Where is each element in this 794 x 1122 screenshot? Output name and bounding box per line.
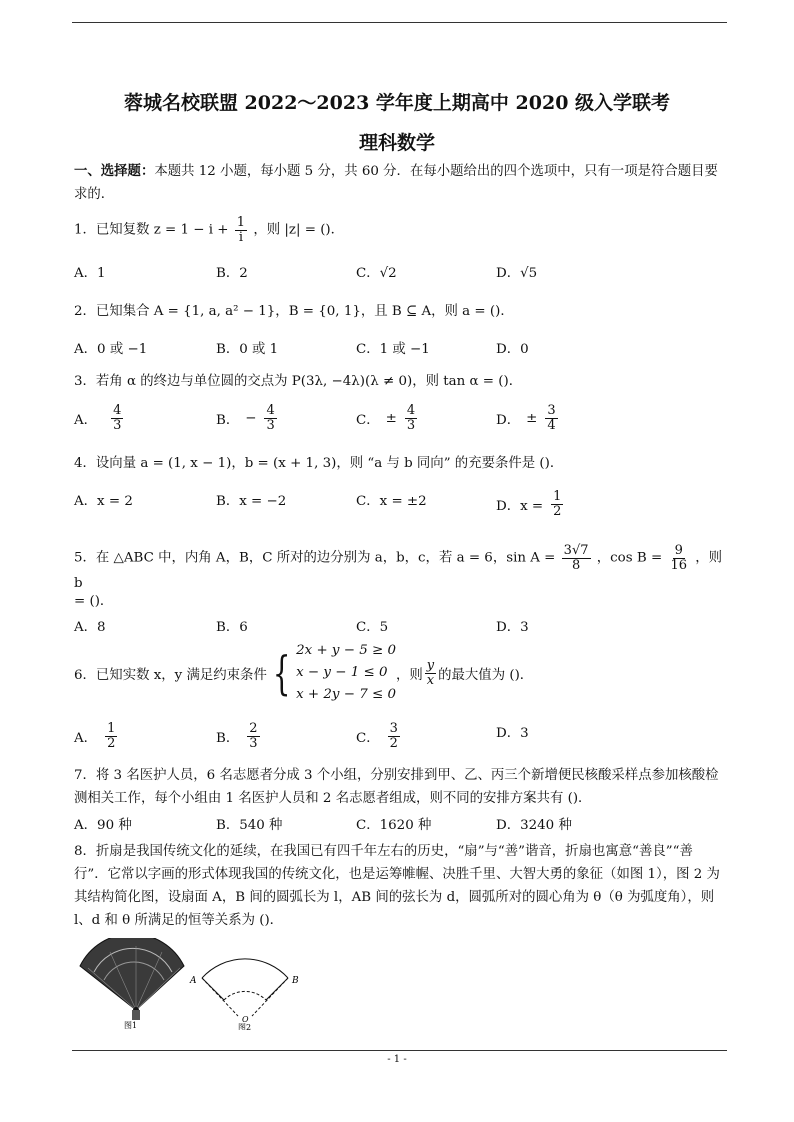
- fan-figure-svg: [74, 938, 324, 1030]
- q3-option-d: [496, 404, 560, 432]
- q7-option-a: A．90 种: [74, 818, 132, 833]
- q3-b-den: 3: [266, 417, 275, 433]
- page-title: 蓉城名校联盟 2022～2023 学年度上期高中 2020 级入学联考: [123, 92, 671, 114]
- q5-frac1-den: 8: [571, 557, 581, 573]
- q1-stem-post: ，则 |z| = ()．: [253, 222, 345, 238]
- q6-frac-num: y: [426, 657, 435, 673]
- q3-b-label: B．: [216, 412, 240, 428]
- q1-option-c: C．√2: [356, 266, 397, 281]
- q6-constraint-3: x + 2y − 7 ≤ 0: [296, 687, 396, 702]
- q6-option-c: [356, 722, 402, 750]
- section-instructions: [74, 160, 724, 206]
- q6-option-a: [74, 722, 119, 750]
- question-6: [74, 640, 724, 706]
- q6-a-num: 1: [107, 721, 116, 736]
- question-2: 2．已知集合 A = {1, a, a² − 1}，B = {0, 1}，且 B ⊆ A，则 a = ()．: [74, 304, 514, 319]
- q3-c-sign: ±: [385, 410, 397, 426]
- q6-stem-post: 的最大值为 ()．: [438, 667, 534, 683]
- q2-option-a: A．0 或 −1: [74, 342, 148, 357]
- figure-2-label: 图2: [238, 1023, 252, 1030]
- q7-option-b: B．540 种: [216, 818, 283, 833]
- page-number: - 1 -: [387, 1054, 407, 1065]
- q6-a-label: A．: [74, 730, 98, 746]
- q4-option-b: B．x = −2: [216, 494, 287, 509]
- q5-frac1-num: 3√7: [563, 543, 589, 558]
- q6-c-label: C．: [356, 730, 380, 746]
- q6-constraint-1: 2x + y − 5 ≥ 0: [296, 643, 396, 658]
- q5-option-b: B．6: [216, 620, 248, 635]
- q4-options: [74, 490, 724, 530]
- point-b-label: B: [292, 976, 299, 986]
- q3-d-label: D．: [496, 412, 521, 428]
- q6-mid: ，则: [396, 667, 423, 683]
- q3-b-frac: [264, 404, 276, 432]
- q1-frac-den: i: [238, 229, 244, 245]
- q1-option-b: B．2: [216, 266, 248, 281]
- q3-b-num: 4: [266, 403, 275, 418]
- q3-d-num: 3: [547, 403, 556, 418]
- q1-option-a: A．1: [74, 266, 106, 281]
- q6-c-num: 3: [389, 721, 398, 736]
- q3-c-num: 4: [406, 403, 416, 418]
- q3-c-den: 3: [406, 417, 416, 433]
- q1-stem-pre: 1．已知复数 z = 1 − i +: [74, 222, 229, 238]
- q3-c-frac: [405, 404, 417, 432]
- q1-options: [74, 262, 724, 292]
- q2-option-b: B．0 或 1: [216, 342, 279, 357]
- question-5: [74, 544, 724, 595]
- q6-a-den: 2: [107, 735, 116, 751]
- q2-options: [74, 338, 724, 368]
- q6-option-b: [216, 722, 262, 750]
- q5-frac2-den: 16: [670, 557, 687, 573]
- point-o-label: O: [242, 1015, 249, 1024]
- question-4: 4．设向量 a = (1, x − 1)，b = (x + 1, 3)，则 “a 与 b 同向” 的充要条件是 ()．: [74, 456, 564, 471]
- top-rule: [72, 22, 727, 23]
- q6-b-den: 3: [249, 735, 258, 751]
- q4-option-c: C．x = ±2: [356, 494, 427, 509]
- q5-stem-post: ，则 b: [74, 550, 723, 592]
- fan-photo: [80, 938, 184, 1020]
- q1-fraction: [235, 216, 247, 244]
- q3-a-den: 3: [113, 417, 122, 433]
- section-heading: 一、选择题：: [74, 163, 155, 179]
- q3-option-a: [74, 404, 125, 432]
- q4-option-d: [496, 490, 565, 518]
- fan-diagram: [202, 959, 288, 1016]
- q3-d-sign: ±: [526, 410, 538, 426]
- q4-d-den: 2: [553, 503, 562, 519]
- q4-option-a: A．x = 2: [74, 494, 133, 509]
- q5-option-c: C．5: [356, 620, 389, 635]
- q6-frac-den: x: [426, 672, 435, 688]
- q6-options: [74, 722, 724, 762]
- question-7: 7．将 3 名医护人员，6 名志愿者分成 3 个小组，分别安排到甲、乙、丙三个新增便民核酸采样点参加核酸检测相关工作，每个小组由 1 名医护人员和 2 名志愿者组成，则不同的安排方案共有 ()．: [74, 768, 719, 806]
- q6-c-den: 2: [389, 735, 398, 751]
- q5-mid: ，cos B =: [596, 550, 663, 566]
- q6-b-num: 2: [249, 721, 258, 736]
- q5-stem-pre: 5．在 △ABC 中，内角 A，B，C 所对的边分别为 a，b，c，若 a = 6，sin A =: [74, 550, 556, 566]
- q6-constraint-2: x − y − 1 ≤ 0: [296, 665, 388, 680]
- q6-stem-pre: 6．已知实数 x，y 满足约束条件: [74, 667, 267, 683]
- figure-1-label: 图1: [124, 1021, 138, 1030]
- q1-option-d: D．√5: [496, 266, 538, 281]
- q3-d-den: 4: [547, 417, 556, 433]
- q6-option-d: D．3: [496, 726, 529, 741]
- question-8: 8．折扇是我国传统文化的延续，在我国已有四千年左右的历史，“扇”与“善”谐音，折扇也寓意“善良”“善行”．它常以字画的形式体现我国的传统文化，也是运筹帷幄、决胜千里、大智大勇的象征（如图 1），图 2 为其结构简化图，设扇面 A，B 间的圆弧长为 l，AB 间的弦长为 d，圆弧所对的圆心角为 θ（θ 为弧度角），则 l、d 和 θ 所满足的恒等关系为 ()．: [74, 844, 720, 928]
- point-a-label: A: [190, 976, 197, 986]
- q6-constraint-system: [267, 640, 396, 706]
- q6-brace: {: [272, 646, 291, 700]
- q5-option-a: A．8: [74, 620, 106, 635]
- q6-system-lines: [296, 640, 396, 706]
- q3-option-b: [216, 404, 279, 432]
- q3-d-frac: [545, 404, 557, 432]
- q3-b-sign: −: [245, 410, 257, 426]
- q2-option-c: C．1 或 −1: [356, 342, 430, 357]
- q6-a-frac: [105, 722, 117, 750]
- q5-option-d: D．3: [496, 620, 529, 635]
- q3-options: [74, 404, 724, 444]
- q7-option-c: C．1620 种: [356, 818, 432, 833]
- q4-d-frac: [551, 490, 563, 518]
- q3-a-num: 4: [113, 403, 122, 418]
- q3-c-label: C．: [356, 412, 380, 428]
- bottom-rule: [72, 1050, 727, 1051]
- q5-stem-line2: = ()．: [74, 594, 114, 609]
- q1-frac-num: 1: [236, 215, 246, 230]
- q6-fraction: [425, 659, 436, 687]
- q5-frac2-num: 9: [674, 543, 683, 558]
- q3-option-c: [356, 404, 419, 432]
- q3-a-label: A．: [74, 412, 98, 428]
- question-3: 3．若角 α 的终边与单位圆的交点为 P(3λ, −4λ)(λ ≠ 0)，则 tan α = ()．: [74, 374, 523, 389]
- q2-option-d: D．0: [496, 342, 529, 357]
- q6-c-frac: [388, 722, 400, 750]
- q5-frac1: [562, 544, 591, 572]
- q6-b-frac: [247, 722, 259, 750]
- q5-frac2: [668, 544, 689, 572]
- q6-b-label: B．: [216, 730, 240, 746]
- q4-d-num: 1: [553, 489, 562, 504]
- q4-d-label: D．x =: [496, 498, 544, 514]
- section-text: 本题共 12 小题，每小题 5 分，共 60 分．在每小题给出的四个选项中，只有一项是符合题目要求的．: [74, 164, 718, 202]
- q3-a-frac: [111, 404, 123, 432]
- page-subtitle: 理科数学: [358, 132, 435, 154]
- q7-option-d: D．3240 种: [496, 818, 572, 833]
- fan-figure: [74, 938, 324, 1030]
- question-1: [74, 216, 724, 244]
